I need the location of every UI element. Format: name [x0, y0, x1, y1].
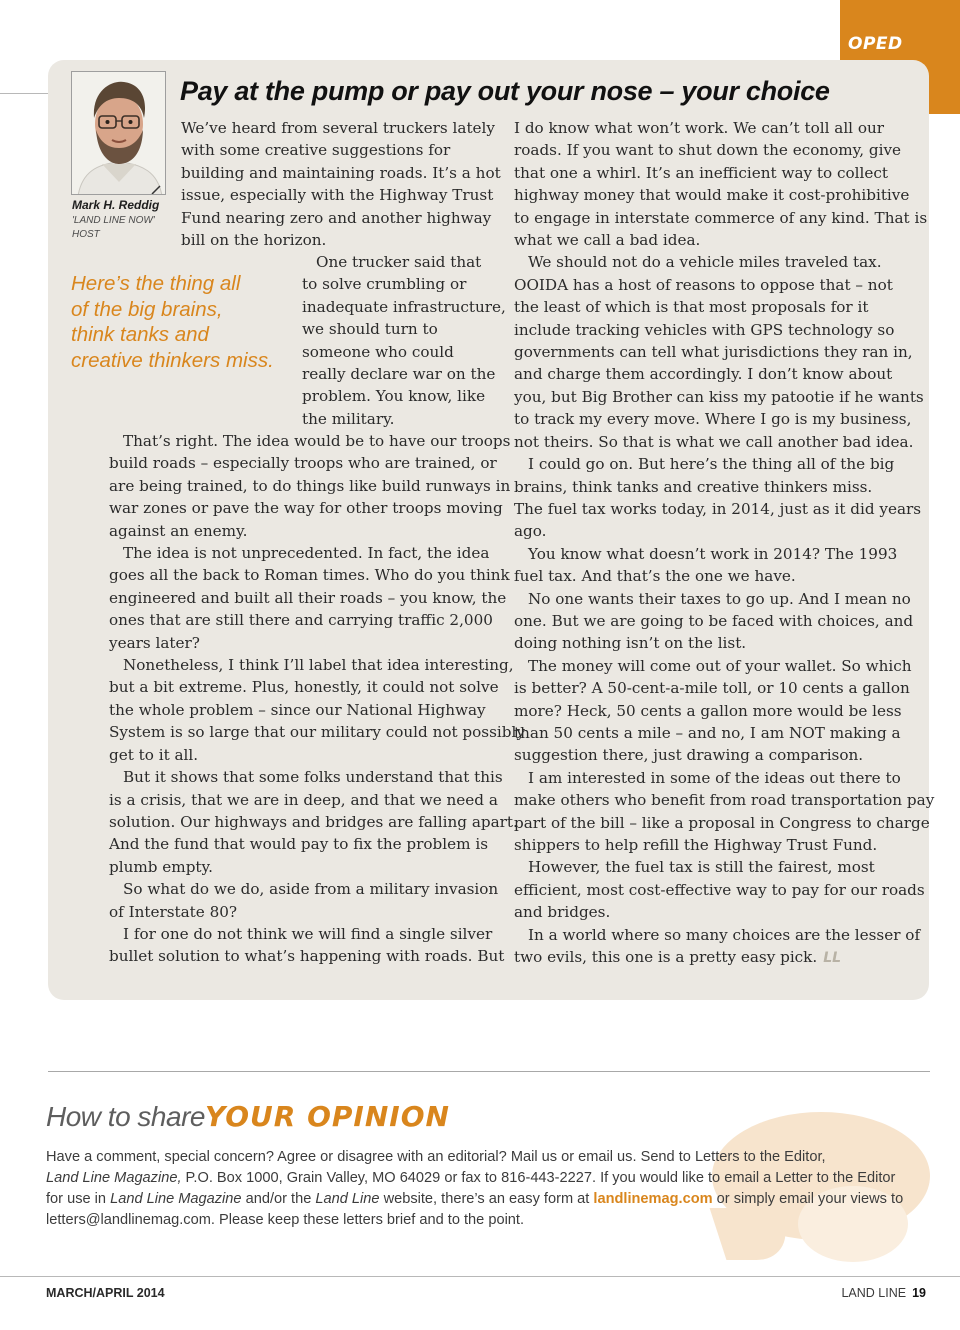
- share-line: Have a comment, special concern? Agree or disagree with an editorial? Mail us or email us. Send to Letters to the Editor,: [46, 1149, 826, 1165]
- author-photo: [71, 71, 166, 195]
- text-line: are being trained, to do things like build runways in: [109, 476, 511, 495]
- pull-quote-line: creative thinkers miss.: [71, 349, 274, 373]
- text-line: engineered and built all their roads – you know, the: [109, 588, 507, 607]
- page-folio: [841, 1286, 926, 1300]
- article-column-wrap: [302, 251, 506, 430]
- text-line: Fund nearing zero and another highway: [181, 208, 492, 227]
- text-line: problem. You know, like: [302, 387, 486, 406]
- text-line: goes all the back to Roman times. Who do you think: [109, 566, 510, 585]
- text-line: The fuel tax works today, in 2014, just as it did years: [514, 499, 922, 518]
- magazine-name: Land Line Magazine,: [46, 1170, 182, 1186]
- pull-quote-line: think tanks and: [71, 323, 209, 347]
- text-line: And the fund that would pay to fix the problem is: [109, 835, 488, 854]
- article-column-left: [109, 430, 525, 968]
- text-line: fuel tax. And that’s the one we have.: [514, 567, 796, 586]
- share-title-bold: YOUR OPINION: [204, 1100, 450, 1133]
- share-title: [46, 1100, 450, 1133]
- share-text: website, there’s an easy form at: [379, 1191, 594, 1207]
- share-text: or simply email your views to: [712, 1191, 904, 1207]
- text-line: get to it all.: [109, 745, 199, 764]
- text-line: roads. If you want to shut down the economy, give: [514, 141, 902, 160]
- page-number: 19: [912, 1286, 926, 1300]
- text-line: suggestion there, just drawing a comparison.: [514, 746, 864, 765]
- text-line: doing nothing isn’t on the list.: [514, 634, 747, 653]
- text-line: the whole problem – since our National Highway: [109, 700, 486, 719]
- issue-date: MARCH/APRIL 2014: [46, 1286, 165, 1300]
- text-line: I for one do not think we will find a single silver: [123, 924, 493, 943]
- text-line: But it shows that some folks understand that this: [123, 768, 503, 787]
- top-rule: [0, 93, 50, 94]
- text-line: efficient, most cost-effective way to pay for our roads: [514, 880, 925, 899]
- article-column-intro: [181, 117, 501, 251]
- magazine-footer-name: LAND LINE: [841, 1286, 907, 1300]
- website-link[interactable]: landlinemag.com: [593, 1191, 713, 1207]
- text-line: we should turn to: [302, 320, 438, 339]
- share-instructions: [46, 1147, 926, 1231]
- section-label: OPED: [848, 34, 903, 54]
- text-line: what we call a bad idea.: [514, 231, 701, 250]
- text-line: and bridges.: [514, 903, 611, 922]
- text-line: the least of which is that most proposals for it: [514, 298, 869, 317]
- text-line: not theirs. So that is what we call another bad idea.: [514, 432, 914, 451]
- text-line: years later?: [109, 633, 200, 652]
- text-line: I do know what won’t work. We can’t toll all our: [514, 119, 885, 137]
- share-text: for use in: [46, 1191, 111, 1207]
- text-line: war zones or pave the way for other troops moving: [109, 499, 503, 518]
- text-line: We’ve heard from several truckers lately: [181, 119, 495, 137]
- text-line: That’s right. The idea would be to have our troops: [123, 432, 511, 450]
- text-line: ones that are still there and carrying traffic 2,000: [109, 611, 493, 630]
- author-name: Mark H. Reddig: [72, 198, 160, 212]
- text-line: against an enemy.: [109, 521, 248, 540]
- text-line: that one a whirl. It’s an inefficient way to collect: [514, 163, 888, 182]
- share-line: [46, 1189, 926, 1210]
- text-line: One trucker said that: [316, 253, 482, 271]
- text-line: In a world where so many choices are the lesser of: [528, 925, 921, 944]
- text-line: We should not do a vehicle miles traveled tax.: [528, 253, 882, 272]
- share-title-light: How to share: [46, 1101, 205, 1132]
- article-headline: Pay at the pump or pay out your nose – your choice: [180, 76, 830, 106]
- author-role: [72, 214, 177, 242]
- text-line: is better? A 50-cent-a-mile toll, or 10 cents a gallon: [514, 679, 910, 698]
- text-line: System is so large that our military could not possibly: [109, 723, 525, 742]
- text-line: build roads – especially troops who are trained, or: [109, 454, 497, 473]
- text-line: No one wants their taxes to go up. And I mean no: [528, 589, 911, 608]
- text-line: than 50 cents a mile – and no, I am NOT making a: [514, 723, 901, 742]
- text-line: to engage in interstate commerce of any kind. That is: [514, 208, 928, 227]
- text-line: I could go on. But here’s the thing all of the big: [528, 455, 895, 474]
- text-line: building and maintaining roads. It’s a hot: [181, 163, 501, 182]
- text-line: Nonetheless, I think I’ll label that idea interesting,: [123, 656, 514, 675]
- text-line: one. But we are going to be faced with choices, and: [514, 611, 914, 630]
- text-line: I am interested in some of the ideas out there to: [528, 768, 901, 787]
- text-line-end: two evils, this one is a pretty easy pick.: [514, 948, 818, 967]
- article-column-right: [514, 117, 934, 969]
- text-line: bill on the horizon.: [181, 231, 327, 250]
- text-line: The money will come out of your wallet. So which: [528, 656, 912, 675]
- footer-rule: [0, 1276, 960, 1277]
- magazine-name: Land Line Magazine: [110, 1191, 242, 1207]
- text-line: inadequate infrastructure,: [302, 297, 506, 316]
- text-line: is a crisis, that we are in deep, and that we need a: [109, 790, 498, 809]
- text-line: OOIDA has a host of reasons to oppose that – not: [514, 275, 893, 294]
- share-text: P.O. Box 1000, Grain Valley, MO 64029 or fax to 816-443-2227. If you would like to email a Letter to the Editor: [181, 1170, 896, 1186]
- text-line: shippers to help refill the Highway Trust Fund.: [514, 836, 878, 854]
- share-line: letters@landlinemag.com. Please keep these letters brief and to the point.: [46, 1212, 525, 1228]
- text-line: make others who benefit from road transportation pay: [514, 791, 935, 810]
- text-line: the military.: [302, 409, 395, 428]
- text-line: However, the fuel tax is still the fairest, most: [528, 858, 875, 877]
- text-line: governments can tell what jurisdictions they ran in,: [514, 343, 913, 362]
- text-line: someone who could: [302, 342, 454, 361]
- text-line: brains, think tanks and creative thinkers miss.: [514, 477, 873, 496]
- text-line: part of the bill – like a proposal in Congress to charge: [514, 813, 930, 832]
- text-line: really declare war on the: [302, 365, 496, 384]
- text-line: to track my every move. Where I go is my business,: [514, 410, 912, 429]
- text-line: plumb empty.: [109, 857, 213, 876]
- pull-quote-line: Here’s the thing all: [71, 272, 241, 295]
- share-text: and/or the: [241, 1191, 316, 1207]
- text-line: ago.: [514, 522, 547, 541]
- text-line: with some creative suggestions for: [181, 141, 451, 160]
- text-line: include tracking vehicles with GPS technology so: [514, 320, 895, 339]
- text-line: bullet solution to what’s happening with roads. But: [109, 947, 505, 966]
- landline-signoff-mark: LL: [823, 950, 842, 967]
- text-line: but a bit extreme. Plus, honestly, it could not solve: [109, 678, 499, 697]
- text-line: to solve crumbling or: [302, 275, 467, 294]
- text-line: The idea is not unprecedented. In fact, the idea: [123, 544, 490, 563]
- text-line: you, but Big Brother can kiss my patootie if he wants: [514, 387, 924, 406]
- text-line: You know what doesn’t work in 2014? The 1993: [528, 544, 898, 563]
- text-line: and charge them accordingly. I don’t know about: [514, 365, 893, 384]
- pull-quote-line: of the big brains,: [71, 297, 223, 321]
- website-name: Land Line: [315, 1191, 380, 1207]
- text-line: more? Heck, 50 cents a gallon more would be less: [514, 701, 902, 720]
- pull-quote: [71, 271, 296, 374]
- author-title: HOST: [72, 229, 100, 240]
- text-line-last: [514, 946, 934, 969]
- share-line: [46, 1168, 926, 1189]
- author-show: 'LAND LINE NOW': [72, 215, 155, 226]
- text-line: of Interstate 80?: [109, 902, 238, 921]
- text-line: issue, especially with the Highway Trust: [181, 186, 494, 205]
- text-line: highway money that would make it cost-prohibitive: [514, 186, 910, 205]
- text-line: solution. Our highways and bridges are falling apart.: [109, 812, 518, 831]
- author-portrait-image: [72, 72, 166, 195]
- share-section-rule: [48, 1071, 930, 1072]
- text-line: So what do we do, aside from a military invasion: [123, 880, 499, 899]
